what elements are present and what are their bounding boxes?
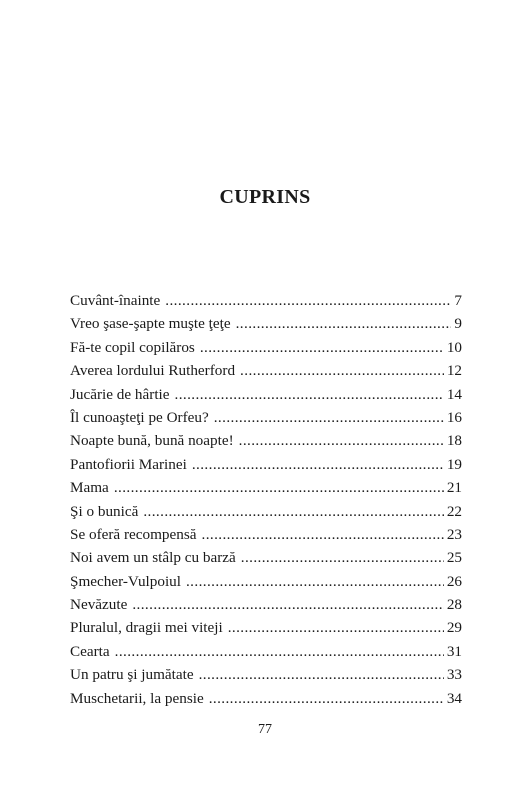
toc-dot-leader [214, 409, 444, 427]
page-title: CUPRINS [219, 186, 311, 208]
toc-entry-title: Vreo şase-şapte muşte ţeţe [70, 315, 231, 333]
toc-dot-leader [115, 643, 444, 661]
toc-entry-page: 7 [454, 292, 462, 309]
toc-entry[interactable] [70, 666, 462, 689]
toc-entry[interactable] [70, 573, 462, 596]
toc-entry-title: Jucărie de hârtie [70, 385, 170, 403]
toc-entry-page: 31 [446, 642, 462, 660]
toc-entry-title: Cuvânt-înainte [70, 292, 161, 309]
toc-entry[interactable] [70, 339, 462, 362]
toc-dot-leader [228, 619, 444, 637]
toc-entry[interactable] [70, 596, 462, 619]
toc-entry-page: 14 [446, 385, 462, 403]
toc-entry-title: Şmecher-Vulpoiul [70, 572, 181, 590]
toc-entry-title: Mama [70, 479, 109, 497]
toc-entry[interactable] [70, 409, 462, 432]
toc-entry-title: Averea lordului Rutherford [70, 362, 236, 380]
toc-dot-leader [200, 339, 444, 357]
toc-entry-page: 19 [446, 455, 462, 473]
toc-dot-leader [236, 315, 452, 333]
toc-entry-title: Şi o bunică [70, 502, 139, 520]
toc-dot-leader [175, 386, 444, 404]
toc-entry-title: Îl cunoaşteţi pe Orfeu? [70, 408, 209, 426]
toc-entry-page: 23 [446, 525, 462, 543]
toc-entry-page: 18 [446, 432, 462, 450]
toc-entry[interactable] [70, 315, 462, 338]
toc-dot-leader [209, 690, 444, 708]
toc-entry[interactable] [70, 526, 462, 549]
toc-dot-leader [192, 456, 444, 474]
toc-entry-title: Muschetarii, la pensie [70, 689, 204, 707]
toc-dot-leader [199, 666, 444, 684]
toc-entry-page: 12 [446, 362, 462, 380]
toc-entry-page: 25 [446, 549, 462, 567]
toc-entry[interactable] [70, 292, 462, 315]
table-of-contents [70, 292, 462, 713]
toc-entry-page: 21 [446, 479, 462, 497]
toc-entry-title: Noi avem un stâlp cu barză [70, 549, 236, 567]
toc-dot-leader [186, 573, 444, 591]
toc-entry-title: Nevăzute [70, 596, 128, 614]
toc-entry-title: Pantofiorii Marinei [70, 455, 187, 473]
toc-entry-page: 9 [454, 315, 462, 333]
toc-entry[interactable] [70, 386, 462, 409]
toc-entry-page: 34 [446, 689, 462, 707]
toc-entry[interactable] [70, 619, 462, 642]
toc-entry[interactable] [70, 549, 462, 572]
toc-dot-leader [202, 526, 444, 544]
toc-dot-leader [114, 479, 444, 497]
toc-entry-page: 22 [446, 502, 462, 520]
toc-entry[interactable] [70, 432, 462, 455]
toc-entry-page: 33 [446, 666, 462, 684]
toc-dot-leader [240, 362, 444, 380]
toc-dot-leader [132, 596, 443, 614]
toc-entry[interactable] [70, 643, 462, 666]
toc-entry[interactable] [70, 479, 462, 502]
page-number: 77 [258, 722, 272, 737]
toc-entry-page: 16 [446, 408, 462, 426]
toc-entry[interactable] [70, 456, 462, 479]
toc-entry-title: Noapte bună, bună noapte! [70, 432, 234, 450]
toc-entry-page: 10 [446, 338, 462, 356]
toc-entry-page: 29 [446, 619, 462, 637]
toc-entry-title: Fă-te copil copilăros [70, 338, 195, 356]
toc-entry-page: 28 [446, 596, 462, 614]
toc-entry-title: Un patru şi jumătate [70, 666, 194, 684]
toc-dot-leader [143, 503, 443, 521]
toc-dot-leader [241, 549, 444, 567]
toc-entry[interactable] [70, 503, 462, 526]
toc-entry[interactable] [70, 690, 462, 713]
toc-entry-title: Pluralul, dragii mei viteji [70, 619, 223, 637]
toc-entry-title: Se oferă recompensă [70, 525, 197, 543]
toc-dot-leader [239, 432, 444, 450]
toc-entry[interactable] [70, 362, 462, 385]
toc-dot-leader [165, 292, 451, 310]
toc-entry-title: Cearta [70, 642, 110, 660]
toc-entry-page: 26 [446, 572, 462, 590]
